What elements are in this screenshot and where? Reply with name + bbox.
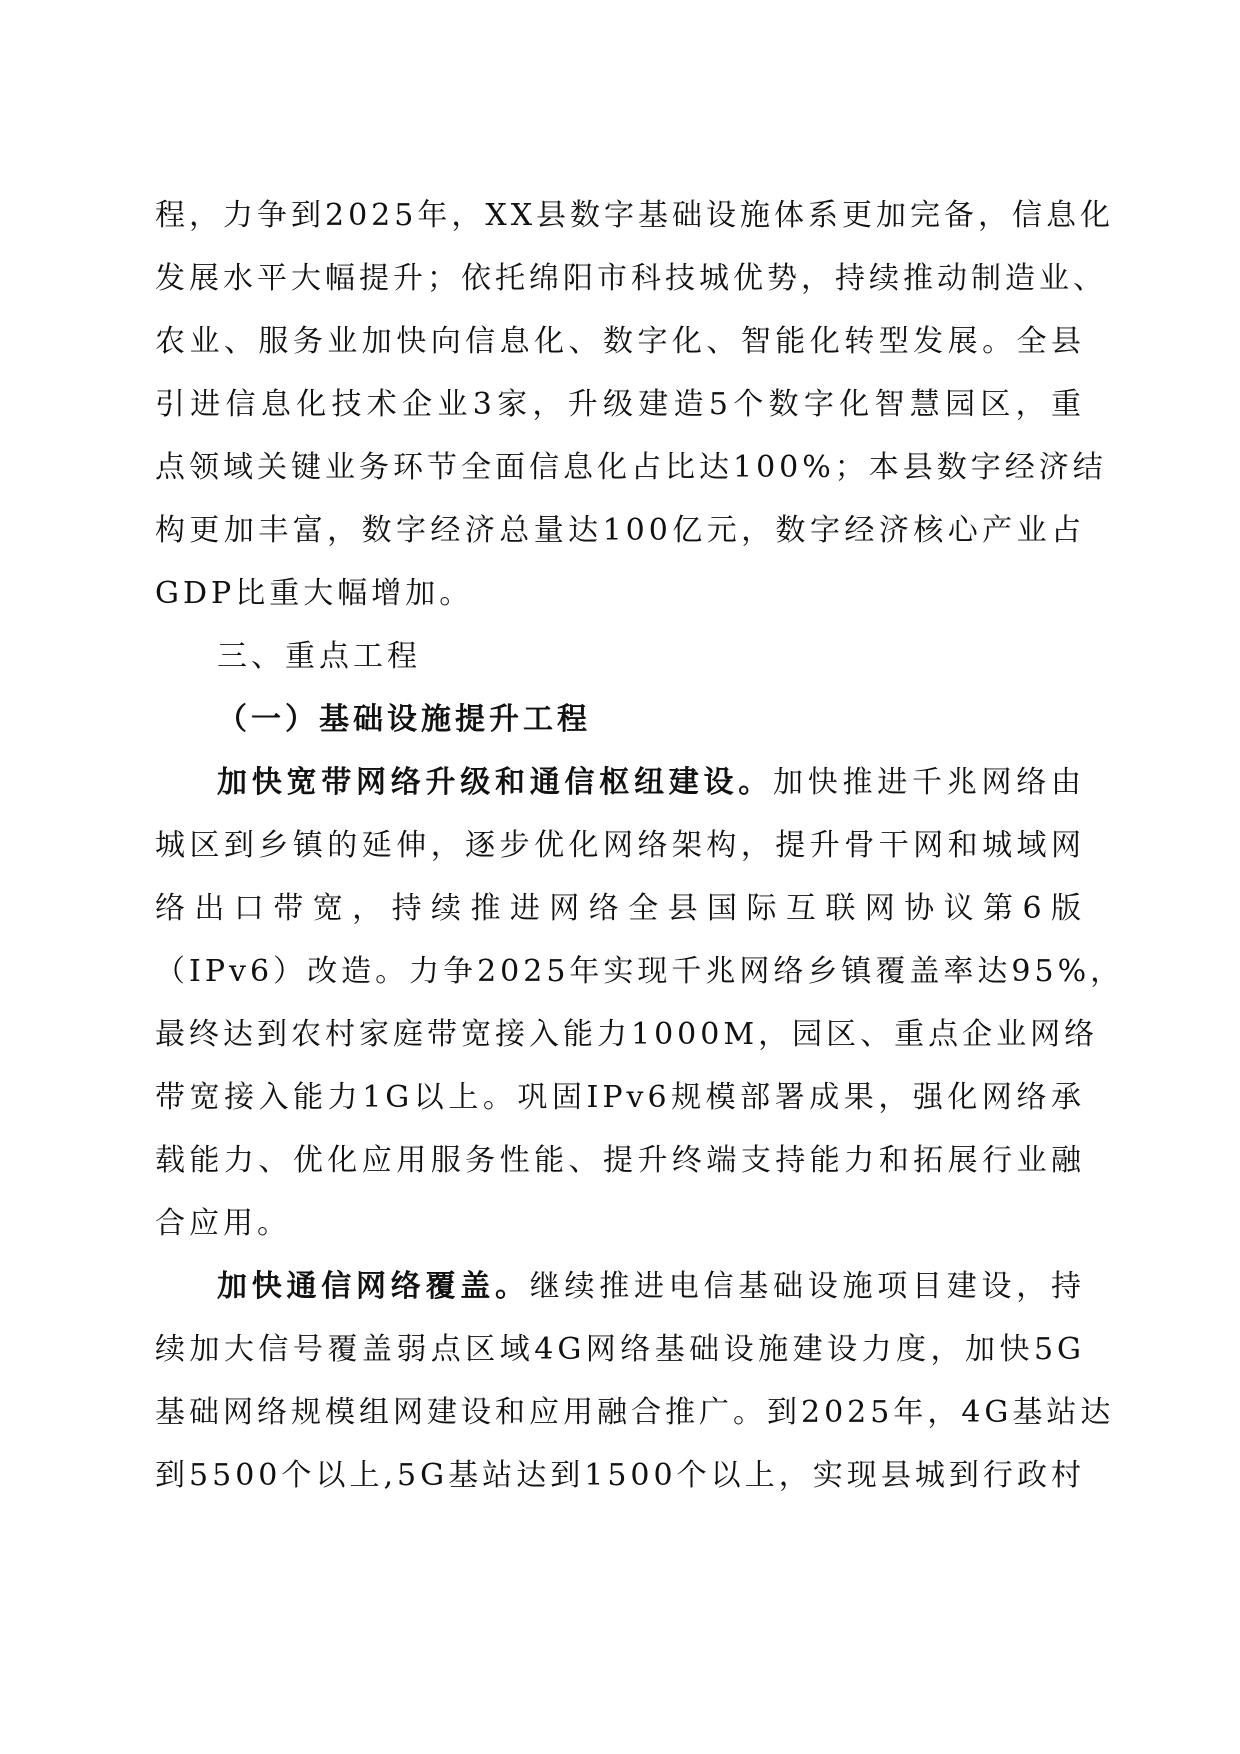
text-line: 载能力、优化应用服务性能、提升终端支持能力和拓展行业融 <box>155 1143 1085 1178</box>
text-line: 最终达到农村家庭带宽接入能力1000M，园区、重点企业网络 <box>155 1017 1099 1052</box>
paragraph-broadband <box>155 751 1125 1255</box>
text-line: 带宽接入能力1G以上。巩固IPv6规模部署成果，强化网络承 <box>155 1080 1085 1115</box>
text-line: 引进信息化技术企业3家，升级建造5个数字化智慧园区，重 <box>155 387 1085 422</box>
text-run: 加快推进千兆网络由 <box>773 765 1085 800</box>
text-line: 到5500个以上,5G基站达到1500个以上，实现县城到行政村 <box>155 1458 1085 1493</box>
paragraph-lead: 加快宽带网络升级和通信枢纽建设。 <box>217 765 773 800</box>
text-line: 点领域关键业务环节全面信息化占比达100%；本县数字经济结 <box>155 450 1107 485</box>
text-run: 继续推进电信基础设施项目建设，持 <box>529 1269 1085 1304</box>
text-line: GDP比重大幅增加。 <box>155 576 474 611</box>
text-line: 基础网络规模组网建设和应用融合推广。到2025年，4G基站达 <box>155 1395 1115 1430</box>
text-line: 续加大信号覆盖弱点区域4G网络基础设施建设力度，加快5G <box>155 1332 1085 1367</box>
paragraph-goals <box>155 184 1115 625</box>
text-line <box>155 1255 1085 1318</box>
text-line: 农业、服务业加快向信息化、数字化、智能化转型发展。全县 <box>155 324 1085 359</box>
paragraph-lead: 加快通信网络覆盖。 <box>217 1269 530 1304</box>
subsection-heading: （一）基础设施提升工程 <box>217 702 591 737</box>
document-page <box>155 184 1125 1507</box>
text-line: 构更加丰富，数字经济总量达100亿元，数字经济核心产业占 <box>155 513 1085 548</box>
text-line: 合应用。 <box>155 1206 291 1241</box>
text-line: 发展水平大幅提升；依托绵阳市科技城优势，持续推动制造业、 <box>155 261 1107 296</box>
text-line: 程，力争到2025年，XX县数字基础设施体系更加完备，信息化 <box>155 198 1115 233</box>
section-heading: 三、重点工程 <box>217 639 421 674</box>
text-line <box>155 751 1085 814</box>
paragraph-coverage <box>155 1255 1115 1507</box>
text-line: （IPv6）改造。力争2025年实现千兆网络乡镇覆盖率达95%， <box>155 954 1125 989</box>
text-line: 络出口带宽，持续推进网络全县国际互联网协议第6版 <box>155 891 1085 926</box>
text-line: 城区到乡镇的延伸，逐步优化网络架构，提升骨干网和城域网 <box>155 828 1085 863</box>
